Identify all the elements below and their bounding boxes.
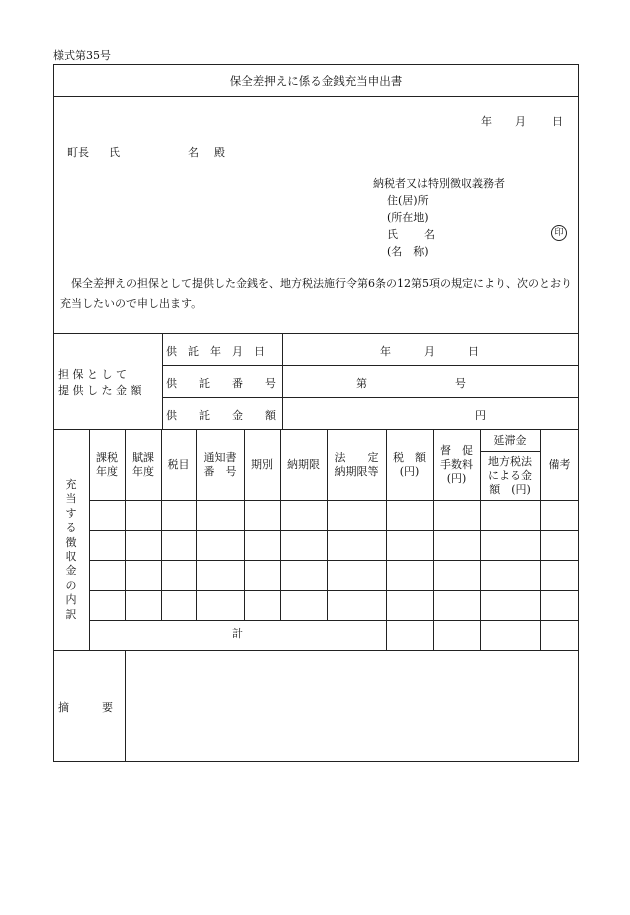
header-legal-due-date: 法 定 納期限等 bbox=[334, 451, 379, 478]
divider bbox=[162, 333, 163, 429]
divider bbox=[53, 429, 579, 430]
applicant-name-b: 名 bbox=[424, 228, 435, 241]
divider bbox=[480, 451, 540, 452]
form-title: 保全差押えに係る金銭充当申出書 bbox=[229, 74, 403, 88]
divider bbox=[89, 560, 579, 561]
addressee-honorific: 氏 bbox=[109, 146, 120, 159]
date-month: 月 bbox=[515, 115, 526, 128]
deposit-number-value: 第 号 bbox=[356, 377, 466, 390]
header-demand-fee: 督 促 手数料 (円) bbox=[440, 444, 473, 485]
applicant-address: 住(居)所 bbox=[387, 194, 429, 207]
divider bbox=[89, 590, 579, 591]
applicant-address-alt: (所在地) bbox=[387, 211, 429, 224]
date-day: 日 bbox=[552, 115, 563, 128]
addressee-dono: 殿 bbox=[214, 146, 225, 159]
applicant-name-a: 氏 bbox=[387, 228, 398, 241]
deposit-amount-value: 円 bbox=[475, 409, 486, 422]
divider bbox=[282, 333, 283, 429]
applicant-heading: 納税者又は特別徴収義務者 bbox=[373, 177, 505, 190]
divider bbox=[89, 530, 579, 531]
divider bbox=[162, 397, 579, 398]
collateral-label-2: 提 供 し た 金 額 bbox=[58, 384, 142, 397]
divider bbox=[53, 650, 579, 651]
allocation-side-label: 充当する徴収金の内訳 bbox=[65, 478, 77, 621]
divider bbox=[53, 333, 579, 334]
header-due-date: 納期限 bbox=[287, 458, 320, 471]
date-year: 年 bbox=[481, 115, 492, 128]
header-kazei-year: 課税 年度 bbox=[96, 451, 118, 478]
divider bbox=[162, 365, 579, 366]
form-number: 様式第35号 bbox=[53, 49, 111, 62]
statement-text: 保全差押えの担保として提供した金銭を、地方税法施行令第6条の12第5項の規定により、次のとおり充当したいので申し出ます。 bbox=[60, 277, 572, 310]
deposit-date-label: 供 託 年 月 日 bbox=[166, 345, 265, 358]
summary-label: 摘 要 bbox=[58, 701, 113, 714]
divider bbox=[89, 620, 579, 621]
total-label: 計 bbox=[232, 627, 243, 640]
header-remarks: 備考 bbox=[548, 458, 571, 471]
seal-icon: 印 bbox=[551, 225, 567, 241]
header-tax-amount: 税 額 (円) bbox=[393, 451, 426, 478]
deposit-amount-label: 供 託 金 額 bbox=[166, 409, 276, 422]
header-notice-number: 通知書 番 号 bbox=[203, 451, 237, 478]
deposit-date-value: 年 月 日 bbox=[380, 345, 479, 358]
divider bbox=[89, 500, 579, 501]
form-frame bbox=[53, 64, 579, 762]
applicant-name-alt: (名 称) bbox=[387, 245, 429, 258]
header-late-fee-sub: 地方税法 による金 額 (円) bbox=[488, 455, 532, 496]
addressee-mayor: 町長 bbox=[67, 146, 89, 159]
divider bbox=[125, 650, 126, 762]
header-kibetsu: 期別 bbox=[251, 458, 273, 471]
header-late-fee: 延滞金 bbox=[493, 434, 527, 447]
header-zeimoku: 税目 bbox=[167, 458, 190, 471]
divider bbox=[53, 96, 579, 97]
addressee-name: 名 bbox=[188, 146, 199, 159]
collateral-label-1: 担 保 と し て bbox=[58, 368, 127, 381]
header-fuka-year: 賦課 年度 bbox=[132, 451, 154, 478]
deposit-number-label: 供 託 番 号 bbox=[166, 377, 276, 390]
